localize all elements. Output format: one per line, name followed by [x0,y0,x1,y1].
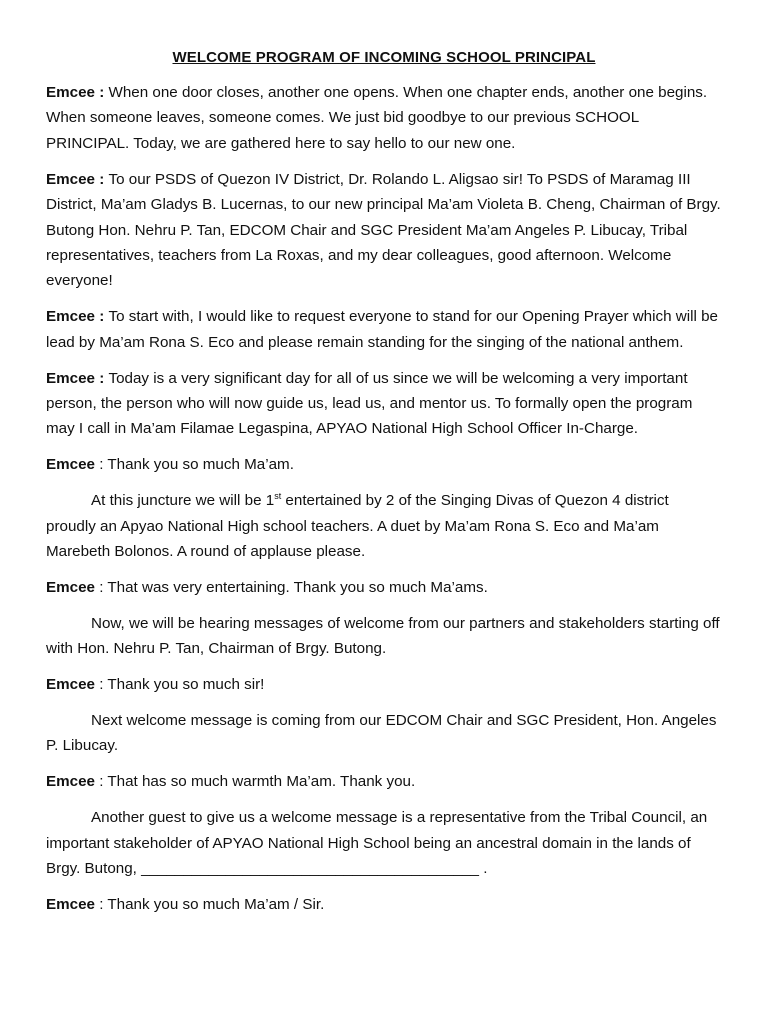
emcee-paragraph [46,672,722,697]
paragraph-text: Next welcome message is coming from our EDCOM Chair and SGC President, Hon. Angeles P. Libucay. [46,712,717,755]
speaker-label: Emcee [46,895,95,913]
speaker-label: Emcee [46,170,95,188]
document-page [46,48,722,928]
paragraph-text: entertained by 2 of the Singing Divas of Quezon 4 district proudly an Apyao National High school teachers. A duet by Ma’am Rona S. Eco and Ma’am Marebeth Bolonos. A round of applause please. [46,492,669,560]
speaker-label: Emcee [46,773,95,791]
paragraph-text: To start with, I would like to request everyone to stand for our Opening Prayer which will be lead by Ma’am Rona S. Eco and please remain standing for the singing of the national anthem. [46,308,718,351]
ordinal-suffix: st [274,491,282,502]
paragraph-text: Another guest to give us a welcome message is a representative from the Tribal Council, an important stakeholder of APYAO National High School being an ancestral domain in the lands of Brgy. Butong, ________________________________________ . [46,809,708,878]
speaker-label: Emcee [46,369,95,387]
speaker-separator: : [94,578,108,596]
paragraph-text: Today is a very significant day for all of us since we will be welcoming a very important person, the person who will now guide us, lead us, and mentor us. To formally open the program may I call in Ma’am Filamae Legaspina, APYAO National High School Officer In-Charge. [46,369,693,438]
speaker-label: Emcee [46,676,95,694]
speaker-separator: : [94,456,108,474]
emcee-paragraph [46,575,722,600]
speaker-separator: : [94,369,109,387]
speaker-separator: : [94,84,109,101]
speaker-separator: : [94,895,108,913]
speaker-separator: : [94,676,108,694]
paragraph-text: Thank you so much Ma’am. [107,456,294,474]
speaker-separator: : [94,773,108,791]
indented-paragraph [46,805,722,881]
speaker-separator: : [94,170,109,188]
paragraph-text: That was very entertaining. Thank you so much Ma’ams. [107,578,488,596]
emcee-paragraph [46,892,722,917]
paragraph-text: To our PSDS of Quezon IV District, Dr. Rolando L. Aligsao sir! To PSDS of Maramag III District, Ma’am Gladys B. Lucernas, to our new principal Ma’am Violeta B. Cheng, Chairman of Brgy. Butong Hon. Nehru P. Tan, EDCOM Chair and SGC President Ma’am Angeles P. Libucay, Tribal representatives, teachers from La Roxas, and my dear colleagues, good afternoon. Welcome everyone! [46,170,721,290]
speaker-separator: : [94,308,109,326]
emcee-paragraph [46,167,722,294]
speaker-label: Emcee [46,84,95,101]
speaker-label: Emcee [46,308,95,326]
paragraph-text: Thank you so much sir! [107,676,265,694]
paragraph-text: At this juncture we will be 1 [91,492,275,510]
emcee-paragraph [46,366,722,442]
paragraph-text: When one door closes, another one opens. When one chapter ends, another one begins. When someone leaves, someone comes. We just bid goodbye to our previous SCHOOL PRINCIPAL. Today, we are gathered here to say hello to our new one. [46,84,708,152]
speaker-label: Emcee [46,578,95,596]
indented-paragraph [46,708,722,759]
emcee-paragraph [46,452,722,477]
document-title: WELCOME PROGRAM OF INCOMING SCHOOL PRINCIPAL [172,49,596,66]
paragraph-text: Thank you so much Ma’am / Sir. [107,895,325,913]
emcee-paragraph [46,304,722,355]
paragraph-text: That has so much warmth Ma’am. Thank you. [107,773,416,791]
indented-paragraph [46,488,722,564]
paragraph-text: Now, we will be hearing messages of welcome from our partners and stakeholders starting off with Hon. Nehru P. Tan, Chairman of Brgy. Butong. [46,614,720,658]
emcee-paragraph [46,769,722,794]
indented-paragraph [46,611,722,662]
emcee-paragraph [46,80,722,156]
speaker-label: Emcee [46,456,95,474]
